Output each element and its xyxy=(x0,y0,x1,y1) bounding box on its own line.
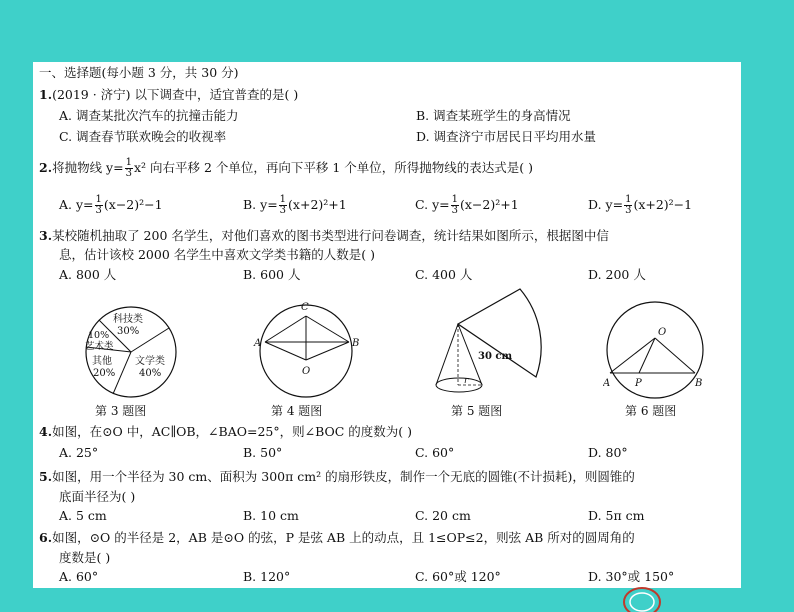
question-stem-end: x² 向右平移 2 个单位，再向下平移 1 个单位，所得抛物线的表达式是( ) xyxy=(133,160,534,175)
q4-option-c: C. 60° xyxy=(415,445,455,460)
question-number: 1. xyxy=(39,87,53,102)
q2-option-d: D. y= $\frac{1}{3}$ (x+2)²−1 xyxy=(588,194,693,216)
q3-option-a: A. 800 人 xyxy=(59,267,117,282)
q1-option-b: B. 调查某班学生的身高情况 xyxy=(416,108,571,123)
question-stem: (2019 · 济宁) 以下调查中，适宜普查的是( ) xyxy=(52,87,299,102)
question-number: 6. xyxy=(39,530,53,545)
figure-3-pie xyxy=(77,302,187,402)
question-1 xyxy=(39,84,298,106)
q1-option-a: A. 调查某批次汽车的抗撞击能力 xyxy=(59,108,239,123)
fraction-numerator: 1 xyxy=(125,157,132,168)
pie-label-keji: 科技类 xyxy=(113,314,143,325)
question-stem: 如图，⊙O 的半径是 2，AB 是⊙O 的弦，P 是弦 AB 上的动点，且 1≤OP≤2，则弦 AB 所对的圆周角的 xyxy=(52,530,635,545)
q6-option-b: B. 120° xyxy=(243,569,291,584)
question-6-cont: 度数是( ) xyxy=(59,550,111,565)
question-6 xyxy=(39,527,635,549)
q3-option-d: D. 200 人 xyxy=(588,267,646,282)
point-c: C xyxy=(301,302,309,313)
pie-label-yishu: 艺术类 xyxy=(85,341,114,352)
pie-label-qita: 其他 xyxy=(92,356,112,367)
figure-5-cone xyxy=(426,287,546,402)
pie-pct-wenxue: 40% xyxy=(139,368,162,379)
q1-option-c: C. 调查春节联欢晚会的收视率 xyxy=(59,129,227,144)
q3-option-b: B. 600 人 xyxy=(243,267,301,282)
point-a: A xyxy=(254,338,262,349)
next-circle-icon[interactable] xyxy=(620,582,664,612)
pie-label-wenxue: 文学类 xyxy=(135,356,165,367)
q5-option-c: C. 20 cm xyxy=(415,508,471,523)
fraction-denominator: 3 xyxy=(125,168,132,179)
pie-pct-yishu: 10% xyxy=(88,330,110,341)
question-stem-start: 将抛物线 y= xyxy=(52,160,124,175)
q3-option-c: C. 400 人 xyxy=(415,267,473,282)
q2-option-c: C. y= $\frac{1}{3}$ (x−2)²+1 xyxy=(415,194,519,216)
pie-pct-keji: 30% xyxy=(117,326,140,337)
question-number: 4. xyxy=(39,424,53,439)
point-o: O xyxy=(658,327,667,338)
question-4 xyxy=(39,421,412,443)
figure-4-caption: 第 4 题图 xyxy=(271,404,323,418)
point-b: B xyxy=(352,338,360,349)
question-5 xyxy=(39,466,635,488)
question-5-cont: 底面半径为( ) xyxy=(59,489,136,504)
q6-option-a: A. 60° xyxy=(59,569,99,584)
q2-option-b: B. y= $\frac{1}{3}$ (x+2)²+1 xyxy=(243,194,347,216)
question-stem: 如图，在⊙O 中，AC∥OB，∠BAO=25°，则∠BOC 的度数为( ) xyxy=(52,424,413,439)
point-p: P xyxy=(635,378,642,389)
question-stem: 某校随机抽取了 200 名学生，对他们喜欢的图书类型进行问卷调查，统计结果如图所示，根据图中信 xyxy=(52,228,609,243)
question-number: 5. xyxy=(39,469,53,484)
figure-4-circle xyxy=(251,298,361,402)
q1-option-d: D. 调查济宁市居民日平均用水量 xyxy=(416,129,597,144)
q5-option-a: A. 5 cm xyxy=(59,508,107,523)
point-b: B xyxy=(695,378,703,389)
q6-option-c: C. 60°或 120° xyxy=(415,569,501,584)
slant-height-label: 30 cm xyxy=(478,351,513,362)
figure-5-caption: 第 5 题图 xyxy=(451,404,503,418)
q4-option-b: B. 50° xyxy=(243,445,283,460)
q5-option-d: D. 5π cm xyxy=(588,508,645,523)
figure-6-circle xyxy=(603,296,713,402)
q6-option-d: D. 30°或 150° xyxy=(588,569,675,584)
question-2 xyxy=(39,157,533,179)
fraction xyxy=(125,158,133,179)
pie-pct-qita: 20% xyxy=(93,368,116,379)
exam-sheet xyxy=(33,62,741,588)
figure-3-caption: 第 3 题图 xyxy=(95,404,147,418)
question-stem: 如图，用一个半径为 30 cm、面积为 300π cm² 的扇形铁皮，制作一个无底的圆锥(不计损耗)，则圆锥的 xyxy=(52,469,635,484)
question-3-cont: 息，估计该校 2000 名学生中喜欢文学类书籍的人数是( ) xyxy=(59,247,375,262)
q4-option-a: A. 25° xyxy=(59,445,99,460)
question-number: 3. xyxy=(39,228,53,243)
q4-option-d: D. 80° xyxy=(588,445,628,460)
question-number: 2. xyxy=(39,160,53,175)
figure-6-caption: 第 6 题图 xyxy=(625,404,677,418)
point-o: O xyxy=(302,366,311,377)
point-a: A xyxy=(603,378,611,389)
radius-label: r xyxy=(464,376,469,386)
section-title: 一、选择题(每小题 3 分，共 30 分) xyxy=(39,65,239,80)
q2-option-a: A. y= $\frac{1}{3}$ (x−2)²−1 xyxy=(59,194,163,216)
q5-option-b: B. 10 cm xyxy=(243,508,299,523)
